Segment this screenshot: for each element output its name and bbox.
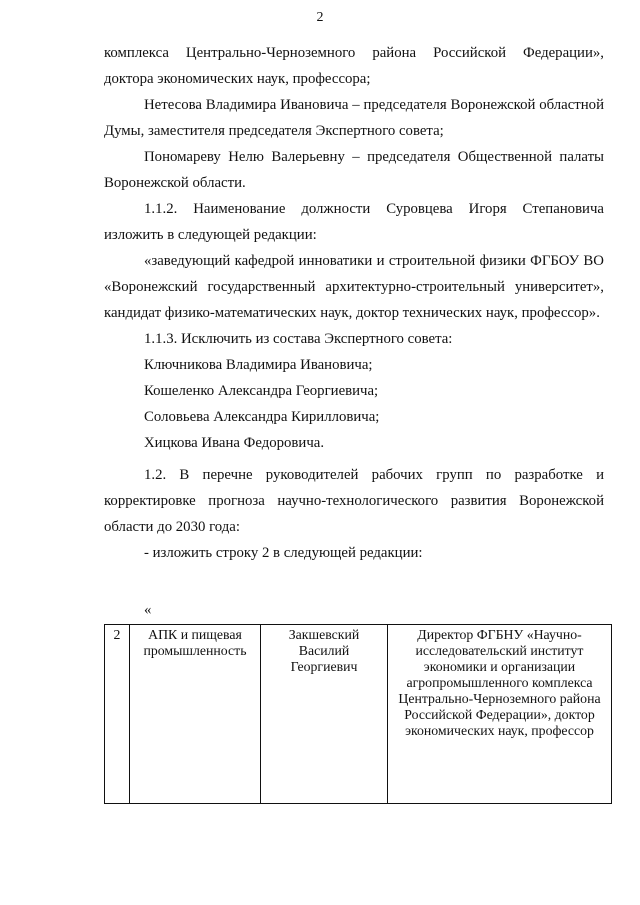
leader-name-cell: Закшевский Василий Георгиевич (261, 625, 388, 804)
excluded-person: Кошеленко Александра Георгиевича; (144, 383, 379, 399)
paragraph-continuation: комплекса Центрально-Черноземного района Российской Федерации», доктора экономических наук, профессора; (104, 45, 604, 87)
paragraph-item-1-2: 1.2. В перечне руководителей рабочих групп по разработке и корректировке прогноза научно-технологического развития Воронежской области до 2030 года: (104, 467, 604, 535)
opening-quote-mark: « (144, 602, 152, 618)
paragraph-line-instruction: - изложить строку 2 в следующей редакции: (144, 545, 423, 561)
paragraph-quote-surovtsev: «заведующий кафедрой инноватики и строительной физики ФГБОУ ВО «Воронежский государственный архитектурно-строительный университет», кандидат физико-математических наук, доктор технических наук, профессор». (104, 253, 604, 321)
paragraph-netesov: Нетесова Владимира Ивановича – председателя Воронежской областной Думы, заместителя председателя Экспертного совета; (104, 97, 604, 139)
document-body (104, 40, 604, 566)
paragraph-item-1-1-3: 1.1.3. Исключить из состава Экспертного совета: (144, 331, 453, 347)
working-group-table (104, 624, 612, 804)
page-number: 2 (316, 10, 324, 25)
sector-cell: АПК и пищевая промышленность (130, 625, 261, 804)
excluded-person: Ключникова Владимира Ивановича; (144, 357, 373, 373)
excluded-person: Хицкова Ивана Федоровича. (144, 435, 325, 451)
row-number-cell: 2 (105, 625, 130, 804)
excluded-person: Соловьева Александра Кирилловича; (144, 409, 380, 425)
leader-position-cell: Директор ФГБНУ «Научно-исследовательский институт экономики и организации агропромышленного комплекса Центрально-Черноземного района Российской Федерации», доктор экономических наук, профессор (388, 625, 612, 804)
paragraph-item-1-1-2: 1.1.2. Наименование должности Суровцева Игоря Степановича изложить в следующей редакции: (104, 201, 604, 243)
paragraph-ponomareva: Пономареву Нелю Валерьевну – председателя Общественной палаты Воронежской области. (104, 149, 604, 191)
table-row (105, 625, 612, 804)
